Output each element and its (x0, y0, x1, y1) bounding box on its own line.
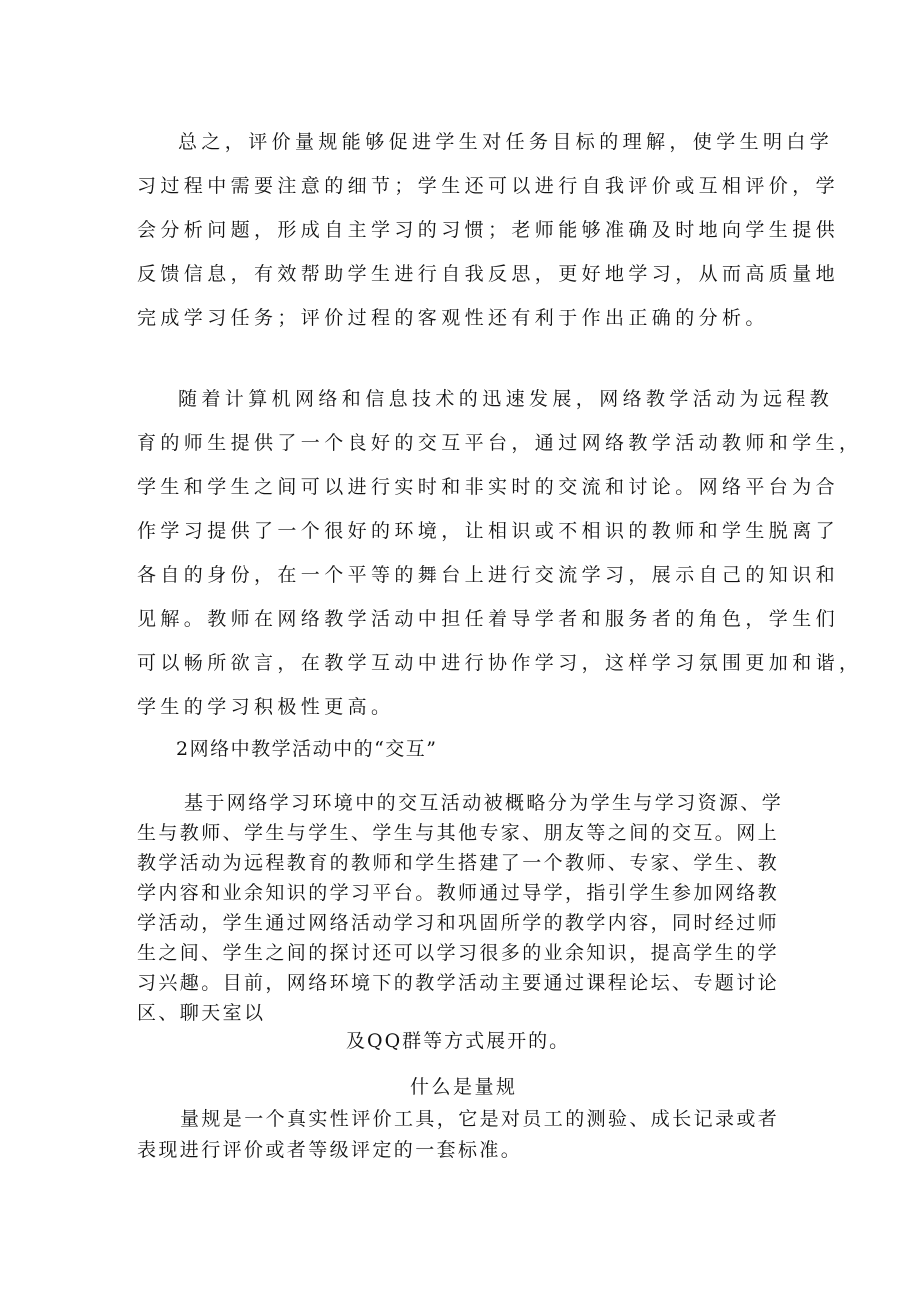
paragraph-3-line-8: 区、聊天室以 (137, 1002, 266, 1024)
paragraph-1-line-4: 反馈信息，有效帮助学生进行自我反思，更好地学习，从而高质量地 (137, 263, 840, 285)
paragraph-3-line-3: 教学活动为远程教育的教师和学生搭建了一个教师、专家、学生、教 (137, 852, 780, 874)
paragraph-3-line-1: 基于网络学习环境中的交互活动被概略分为学生与学习资源、学 (184, 792, 784, 814)
paragraph-2-line-1: 随着计算机网络和信息技术的迅速发展，网络教学活动为远程教 (178, 388, 834, 410)
paragraph-2-line-6: 见解。教师在网络教学活动中担任着导学者和服务者的角色，学生们 (137, 608, 840, 630)
paragraph-3-line-5: 学活动，学生通过网络活动学习和巩固所学的教学内容，同时经过师 (137, 912, 780, 934)
paragraph-2-line-7: 可以畅所欲言，在教学互动中进行协作学习，这样学习氛围更加和谐， (137, 652, 863, 674)
paragraph-3-line-2: 生与教师、学生与学生、学生与其他专家、朋友等之间的交互。网上 (137, 822, 780, 844)
paragraph-3-line-7: 习兴趣。目前，网络环境下的教学活动主要通过课程论坛、专题讨论 (137, 972, 780, 994)
paragraph-4-line-2: 表现进行评价或者等级评定的一套标准。 (137, 1139, 523, 1161)
section-heading: 2网络中教学活动中的“交互” (176, 738, 438, 760)
paragraph-3-line-4: 学内容和业余知识的学习平台。教师通过导学，指引学生参加网络教 (137, 882, 780, 904)
paragraph-2-line-8: 学生的学习积极性更高。 (137, 696, 395, 718)
paragraph-2-line-5: 各自的身份，在一个平等的舞台上进行交流学习，展示自己的知识和 (137, 564, 840, 586)
paragraph-2-line-3: 学生和学生之间可以进行实时和非实时的交流和讨论。网络平台为合 (137, 476, 840, 498)
paragraph-2-line-4: 作学习提供了一个很好的环境，让相识或不相识的教师和学生脱离了 (137, 520, 840, 542)
subheading: 什么是量规 (410, 1076, 518, 1098)
paragraph-1-line-2: 习过程中需要注意的细节；学生还可以进行自我评价或互相评价，学 (137, 175, 840, 197)
paragraph-1-line-3: 会分析问题，形成自主学习的习惯；老师能够准确及时地向学生提供 (137, 219, 840, 241)
paragraph-2-line-2: 育的师生提供了一个良好的交互平台，通过网络教学活动教师和学生， (137, 432, 863, 454)
centered-continuation: 及QQ群等方式展开的。 (346, 1030, 571, 1052)
paragraph-1-line-1: 总之，评价量规能够促进学生对任务目标的理解，使学生明白学 (178, 131, 834, 153)
paragraph-4-line-1: 量规是一个真实性评价工具，它是对员工的测验、成长记录或者 (180, 1108, 780, 1130)
paragraph-1-line-5: 完成学习任务；评价过程的客观性还有利于作出正确的分析。 (137, 307, 769, 329)
paragraph-3-line-6: 生之间、学生之间的探讨还可以学习很多的业余知识，提高学生的学 (137, 942, 780, 964)
